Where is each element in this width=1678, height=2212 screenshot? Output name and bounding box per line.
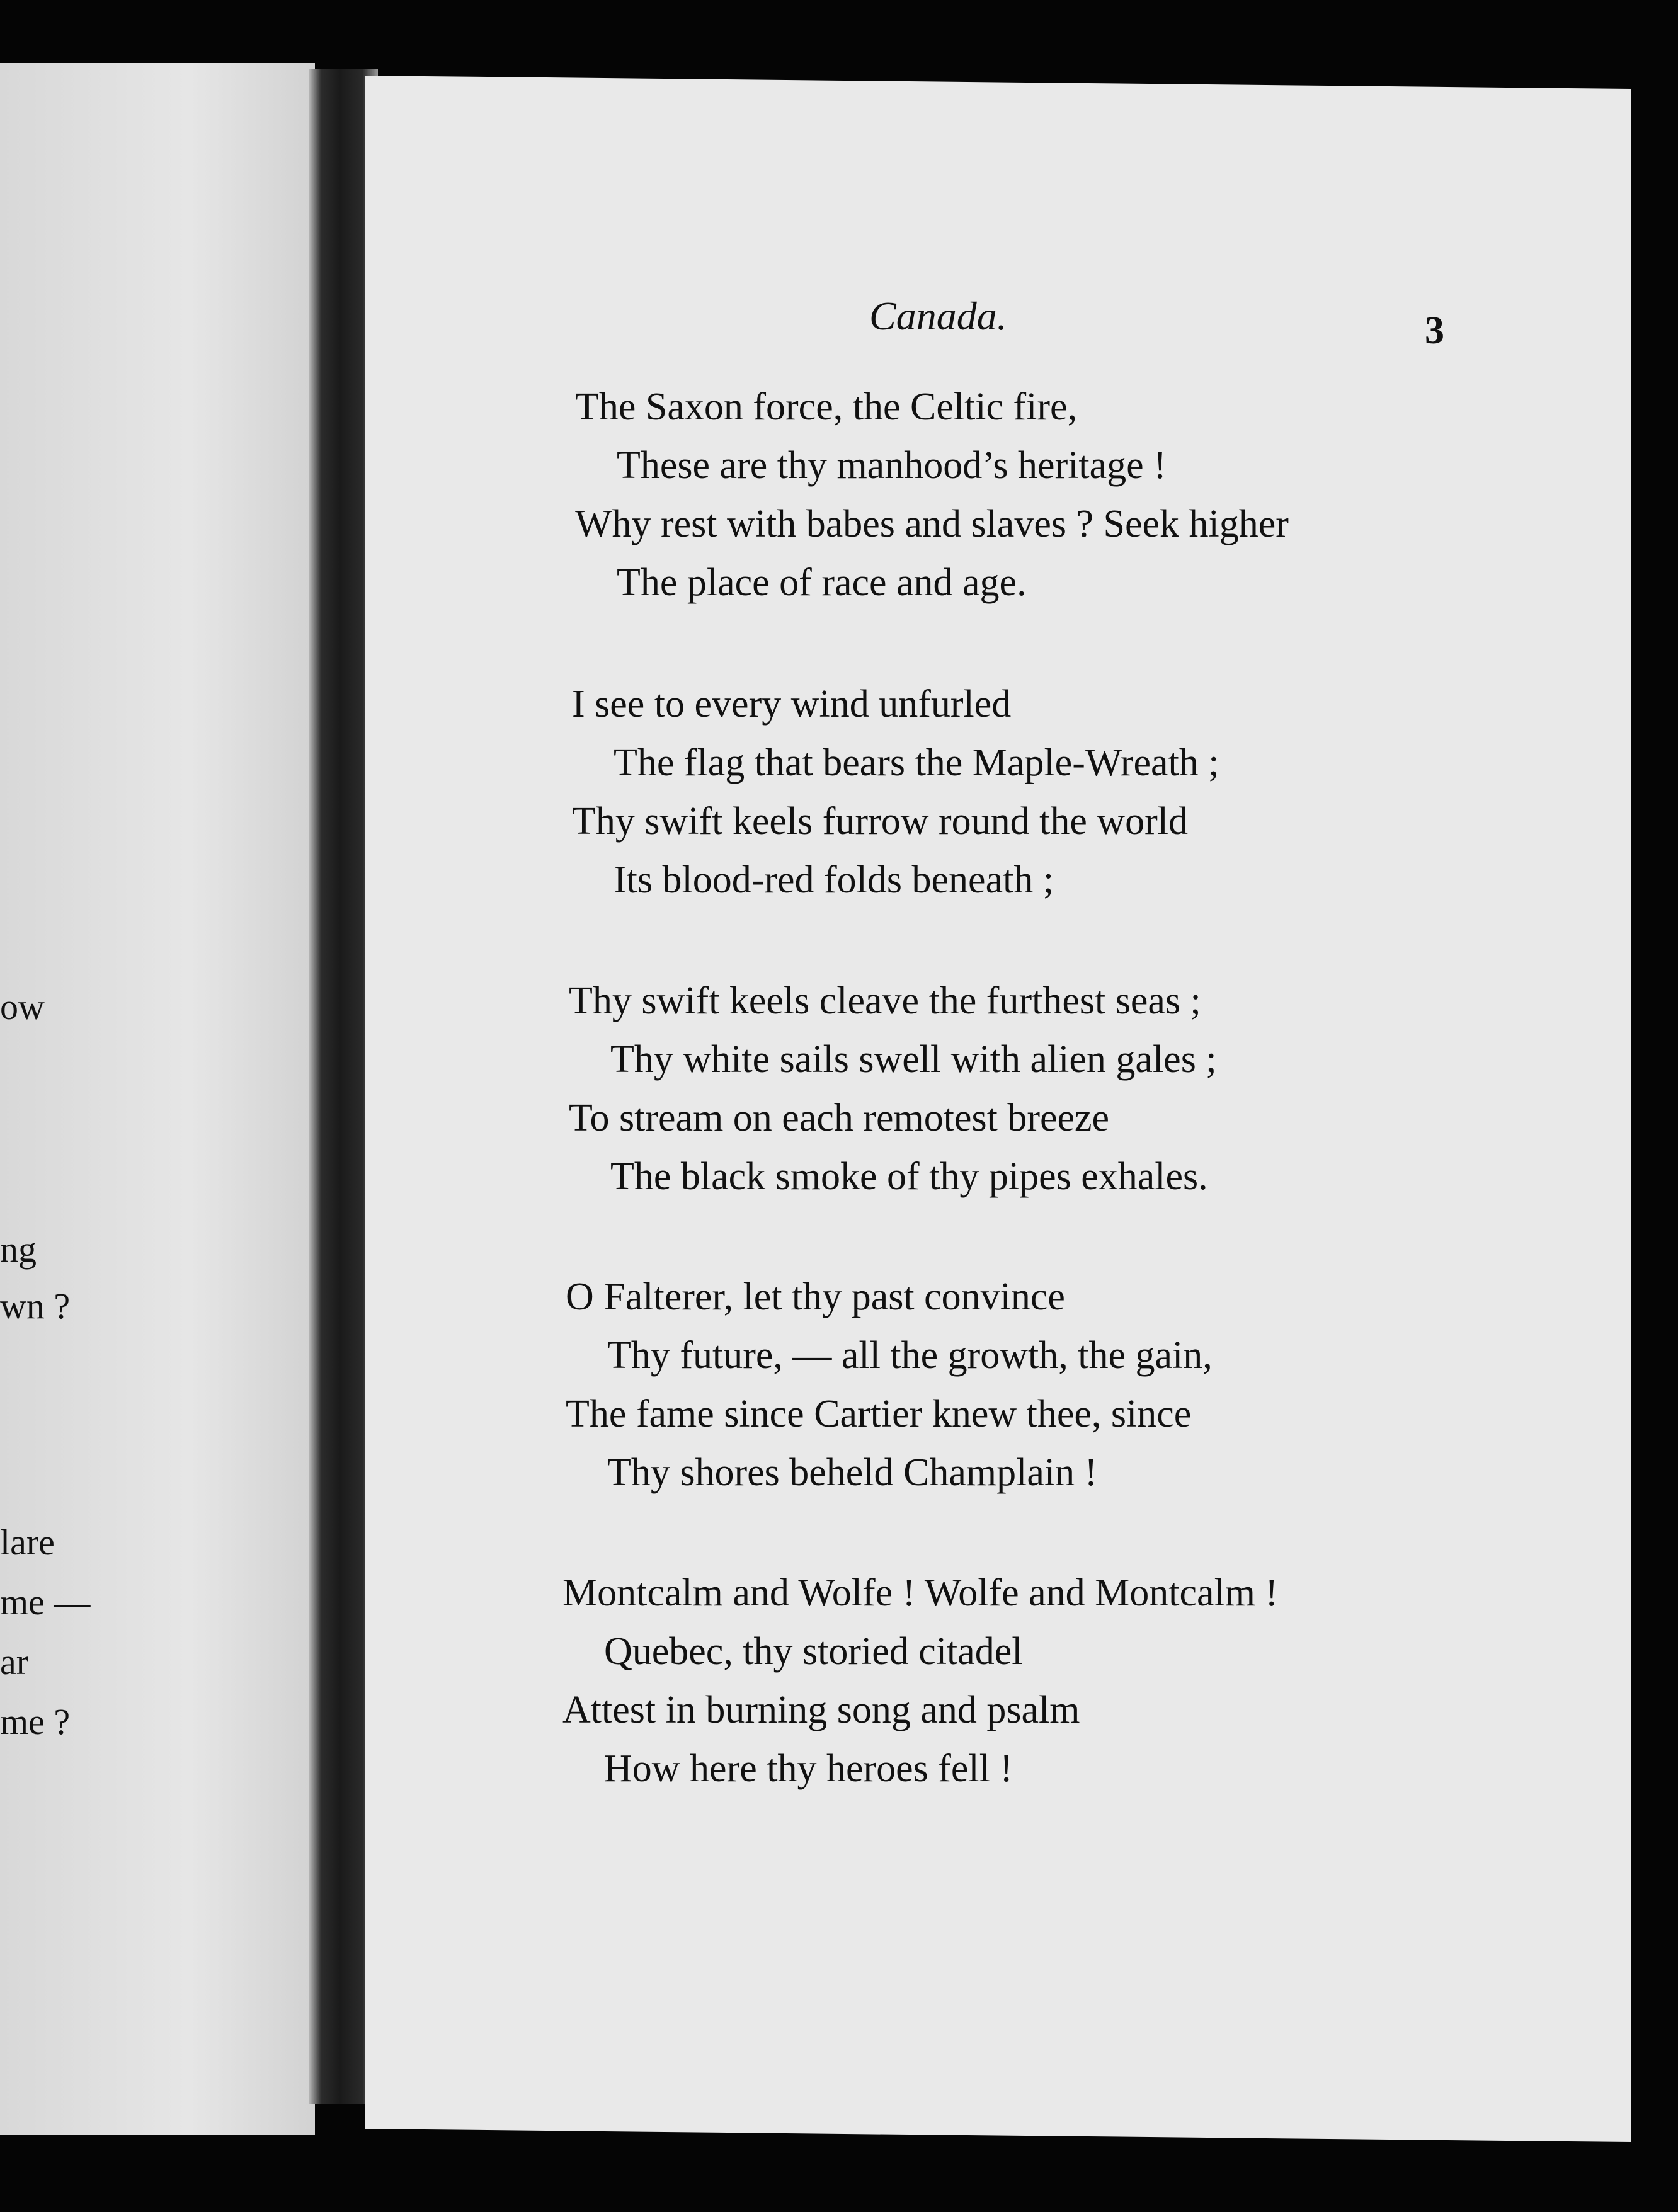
stanza-2 (572, 675, 1219, 909)
poem-line: Montcalm and Wolfe ! Wolfe and Montcalm ! (562, 1571, 1279, 1614)
left-fragment: ar (0, 1641, 29, 1682)
poem-line: To stream on each remotest breeze (569, 1097, 1110, 1139)
left-fragment: wn ? (0, 1286, 71, 1326)
stanza-5 (562, 1564, 1278, 1798)
poem-line: O Falterer, let thy past convince (566, 1275, 1065, 1318)
poem-line: Quebec, thy storied citadel (604, 1630, 1023, 1673)
poem-line: Thy white sails swell with alien gales ; (610, 1038, 1217, 1081)
poem-line: Thy swift keels cleave the furthest seas ; (569, 979, 1201, 1022)
left-fragment: ow (0, 986, 45, 1027)
poem-line: Attest in burning song and psalm (562, 1689, 1080, 1731)
left-fragment: ng (0, 1229, 37, 1270)
left-fragment: me — (0, 1582, 91, 1622)
stanza-1 (575, 378, 1289, 612)
poem-line: These are thy manhood’s heritage ! (617, 444, 1167, 487)
poem-line: I see to every wind unfurled (572, 683, 1012, 726)
poem-line: The Saxon force, the Celtic fire, (575, 385, 1078, 428)
left-page (0, 63, 315, 2135)
poem-line: Why rest with babes and slaves ? Seek higher (575, 503, 1289, 545)
left-fragment: me ? (0, 1701, 71, 1742)
poem-line: The black smoke of thy pipes exhales. (610, 1155, 1208, 1198)
poem-line: The place of race and age. (617, 561, 1027, 604)
stanza-4 (566, 1268, 1213, 1502)
running-header: Canada. (869, 294, 1007, 338)
poem-line: Its blood-red folds beneath ; (614, 858, 1054, 901)
page-number: 3 (1425, 309, 1444, 352)
poem-line: Thy shores beheld Champlain ! (607, 1451, 1098, 1494)
poem-line: Thy swift keels furrow round the world (572, 800, 1189, 843)
left-fragment: lare (0, 1522, 55, 1563)
stanza-3 (569, 972, 1217, 1206)
poem-line: The flag that bears the Maple-Wreath ; (614, 741, 1219, 784)
poem-line: The fame since Cartier knew thee, since (566, 1393, 1192, 1435)
poem-line: How here thy heroes fell ! (604, 1747, 1013, 1790)
poem-line: Thy future, — all the growth, the gain, (607, 1334, 1213, 1377)
